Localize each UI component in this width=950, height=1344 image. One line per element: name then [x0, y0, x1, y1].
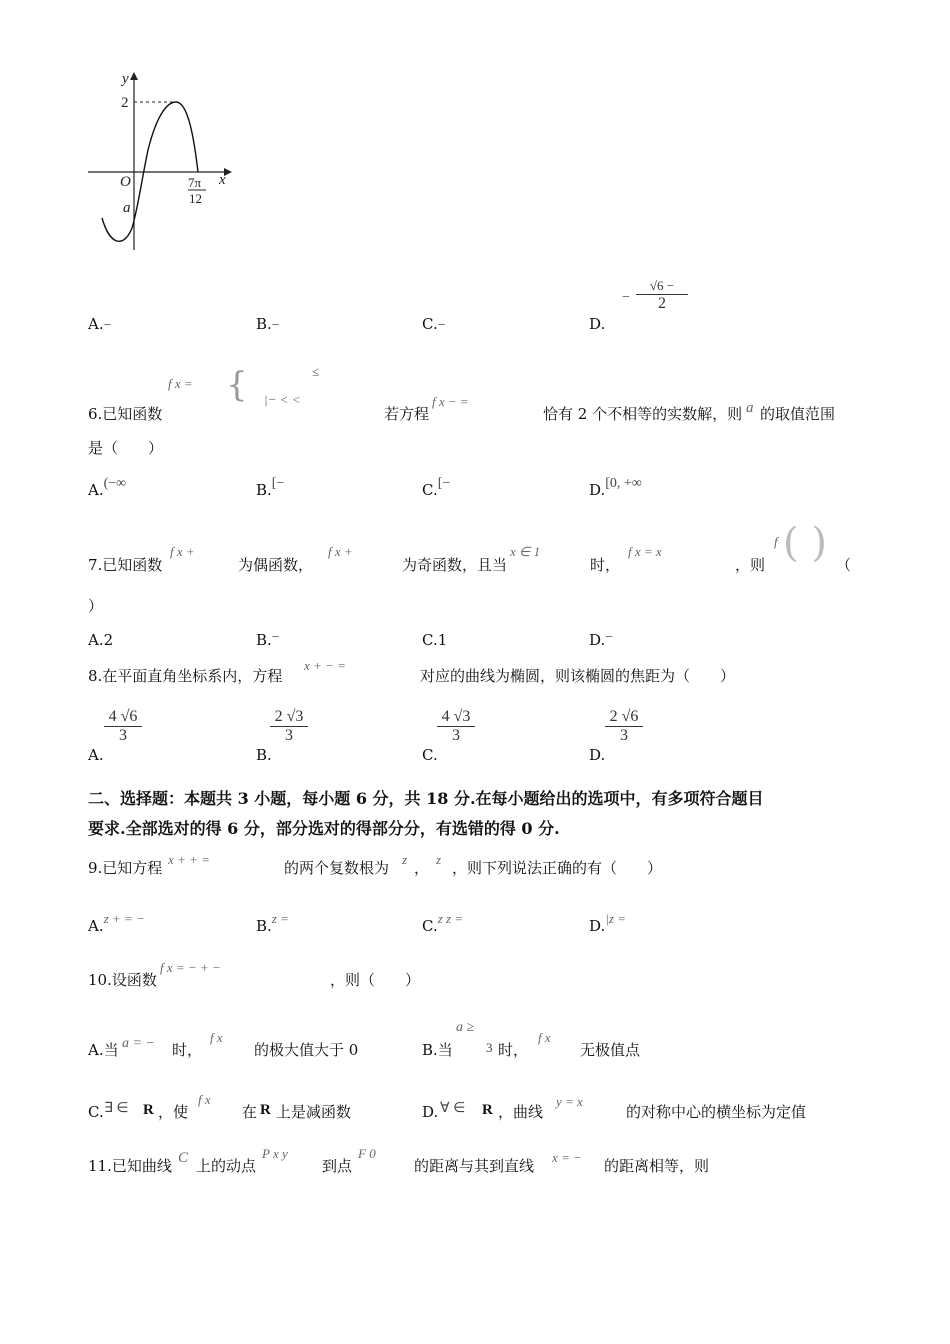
q6-brace-icon: {	[226, 365, 248, 405]
q6-option-b-label: B.	[256, 481, 272, 499]
zero-num-label: 7π	[188, 175, 202, 190]
q6-mid: 若方程	[384, 405, 430, 423]
q10-expr: f x = − + −	[160, 960, 221, 975]
q7-expr2: f x +	[328, 544, 353, 559]
q8-option-c-fraction	[437, 708, 475, 745]
q6-option-b[interactable]	[256, 476, 285, 502]
q9-expr: x + + =	[168, 852, 210, 867]
q8-option-d[interactable]: D.	[589, 746, 606, 764]
q8-expr: x + − =	[304, 658, 346, 673]
q5-option-c-expr: −	[437, 318, 446, 333]
q7-option-c[interactable]: C.1	[422, 631, 448, 649]
q10-lead: 10.设函数	[88, 971, 157, 989]
q7-option-a[interactable]: A.2	[88, 631, 114, 649]
q11-p: P x y	[262, 1146, 288, 1161]
q11-line: x = −	[552, 1150, 582, 1165]
y-axis-label: y	[122, 71, 129, 87]
q6-piece-1: ≤	[312, 364, 320, 379]
q9-option-c[interactable]	[422, 911, 464, 937]
q6-option-d[interactable]	[589, 476, 642, 502]
q11-lead: 11.已知曲线	[88, 1157, 172, 1175]
q7-text1: 为偶函数，	[238, 556, 314, 574]
q7-paren-close: ）	[88, 597, 104, 615]
q8-option-a-den: 3	[119, 727, 127, 744]
q6-option-a-expr: (−∞	[103, 476, 127, 491]
y-axis-arrow-icon	[130, 72, 138, 80]
q5-option-d-num: √6 −	[649, 278, 675, 293]
q10-option-c-f: f x	[198, 1092, 211, 1107]
q6-piece-2: |− < <	[264, 392, 301, 407]
q6-option-d-expr: [0, +∞	[605, 476, 642, 491]
q9-mid: 的两个复数根为	[284, 859, 390, 877]
q10-option-c-t2: 在	[242, 1103, 258, 1121]
q10-option-a-f: f x	[210, 1030, 223, 1045]
q7-expr1: f x +	[170, 544, 195, 559]
zero-den-label: 12	[189, 191, 202, 206]
q10-option-b-frac: 3	[486, 1040, 493, 1055]
q10-option-b-f: f x	[538, 1030, 551, 1045]
q6-tail2: 的取值范围	[760, 405, 836, 423]
q9-option-a-label: A.	[88, 917, 104, 935]
q5-option-d-den: 2	[658, 295, 666, 312]
q6-line2: 是（ ）	[88, 439, 164, 457]
q9-comma: ，	[414, 859, 430, 877]
q10-option-c[interactable]: C.	[88, 1103, 104, 1121]
q10-tail: ，则（ ）	[330, 971, 421, 989]
q10-option-d-y: y = x	[556, 1094, 583, 1109]
q9-option-a[interactable]	[88, 911, 145, 937]
q6-option-c-expr: [−	[437, 476, 451, 491]
q6-option-a-label: A.	[88, 481, 104, 499]
q6-option-c[interactable]	[422, 476, 451, 502]
x-axis-label: x	[219, 172, 226, 188]
q7-option-b-label: B.	[256, 631, 272, 649]
q11-t3: 的距离与其到直线	[414, 1157, 535, 1175]
q10-option-a[interactable]: A.当	[88, 1041, 119, 1059]
q8-option-b-num: 2 √3	[274, 708, 304, 725]
q8-lead: 8.在平面直角坐标系内，方程	[88, 667, 283, 685]
q5-option-d[interactable]: D.	[589, 315, 606, 333]
q11-c: C	[178, 1150, 189, 1166]
q9-z1: z	[402, 852, 408, 867]
q5-option-d-fraction	[636, 278, 688, 313]
q6-option-c-label: C.	[422, 481, 438, 499]
q9-option-a-expr: z + = −	[103, 911, 145, 926]
q5-option-b[interactable]	[256, 314, 280, 336]
q8-option-b[interactable]: B.	[256, 746, 272, 764]
q7-lead: 7.已知函数	[88, 556, 163, 574]
q9-option-b-expr: z =	[271, 911, 289, 926]
q7-option-d-label: D.	[589, 631, 606, 649]
q5-option-a-label: A.	[88, 315, 104, 333]
q9-option-c-label: C.	[422, 917, 438, 935]
q10-option-d-forall: ∀ ∈	[440, 1101, 466, 1116]
q6-option-a[interactable]	[88, 476, 127, 502]
q11-t4: 的距离相等，则	[604, 1157, 710, 1175]
q8-option-d-den: 3	[620, 727, 628, 744]
q7-option-b-expr: −	[271, 630, 280, 645]
q7-text3: 时，	[590, 556, 621, 574]
q9-option-b-label: B.	[256, 917, 272, 935]
q6-lead: 6.已知函数	[88, 405, 163, 423]
q8-option-d-num: 2 √6	[609, 708, 639, 725]
sine-graph	[86, 68, 236, 256]
a-label: a	[123, 200, 131, 216]
q5-option-a[interactable]	[88, 314, 112, 336]
q5-option-b-label: B.	[256, 315, 272, 333]
q6-equation: f x − =	[432, 394, 469, 409]
q10-option-a-t2: 的极大值大于 0	[254, 1041, 359, 1059]
q8-option-b-fraction	[270, 708, 308, 745]
q10-option-d[interactable]: D.	[422, 1103, 439, 1121]
q10-option-c-t1: ，使	[158, 1103, 189, 1121]
q8-tail: 对应的曲线为椭圆，则该椭圆的焦距为（ ）	[420, 667, 736, 685]
q5-option-d-sign: −	[622, 290, 630, 305]
q6-var-a: a	[746, 400, 754, 416]
q7-paren-open: （	[836, 556, 852, 574]
q10-option-d-R: R	[482, 1102, 493, 1118]
q10-option-d-t1: ，曲线	[498, 1103, 544, 1121]
q8-option-c-den: 3	[452, 727, 460, 744]
q5-option-b-expr: −	[271, 318, 280, 333]
q8-option-a[interactable]: A.	[88, 746, 104, 764]
q8-option-c-num: 4 √3	[441, 708, 471, 725]
q10-option-b-t1: 时，	[498, 1041, 529, 1059]
q11-t2: 到点	[322, 1157, 353, 1175]
q8-option-a-fraction	[104, 708, 142, 745]
q8-option-c[interactable]: C.	[422, 746, 438, 764]
q8-option-a-num: 4 √6	[108, 708, 138, 725]
q9-option-d-label: D.	[589, 917, 606, 935]
q8-option-b-den: 3	[285, 727, 293, 744]
q11-t1: 上的动点	[196, 1157, 257, 1175]
q5-option-c[interactable]	[422, 314, 446, 336]
q10-option-c-R: R	[143, 1102, 154, 1118]
q9-z2: z	[436, 852, 442, 867]
max-value-label: 2	[121, 95, 129, 111]
q5-option-a-expr: −	[103, 318, 112, 333]
q7-paren-icon: ( )	[783, 520, 827, 566]
q10-option-a-expr: a = −	[122, 1036, 155, 1051]
q7-text2: 为奇函数，且当	[402, 556, 508, 574]
q7-option-d[interactable]	[589, 630, 613, 652]
q10-option-a-t1: 时，	[172, 1041, 203, 1059]
q9-lead: 9.已知方程	[88, 859, 163, 877]
q8-option-d-fraction	[605, 708, 643, 745]
q9-option-c-expr: z z =	[437, 911, 464, 926]
q7-text4: ，则	[735, 556, 766, 574]
origin-label: O	[120, 174, 131, 190]
q11-f: F 0	[358, 1146, 376, 1161]
q10-option-c-R2: R	[260, 1102, 271, 1118]
q10-option-b-expr: a ≥	[456, 1020, 475, 1035]
q6-option-b-expr: [−	[271, 476, 285, 491]
q9-tail: ，则下列说法正确的有（ ）	[452, 859, 663, 877]
section2-heading-line2: 要求.全部选对的得 6 分，部分选对的得部分分，有选错的得 0 分.	[88, 819, 560, 838]
q10-option-b[interactable]: B.当	[422, 1041, 453, 1059]
q10-option-c-exists: ∃ ∈	[104, 1101, 129, 1116]
q6-option-d-label: D.	[589, 481, 606, 499]
q7-option-b[interactable]	[256, 630, 280, 652]
q9-option-d[interactable]	[589, 911, 626, 937]
q6-tail: 恰有 2 个不相等的实数解，则	[543, 405, 743, 423]
q9-option-d-expr: |z =	[605, 911, 626, 926]
section2-heading-line1: 二、选择题：本题共 3 小题，每小题 6 分，共 18 分.在每小题给出的选项中，有多项符合题目	[88, 789, 764, 808]
q5-option-c-label: C.	[422, 315, 438, 333]
q7-option-d-expr: −	[605, 630, 614, 645]
q7-expr5: f	[774, 534, 778, 549]
q10-option-d-t2: 的对称中心的横坐标为定值	[626, 1103, 807, 1121]
q7-expr4: f x = x	[628, 544, 662, 559]
q9-option-b[interactable]	[256, 911, 289, 937]
q10-option-c-t3: 上是减函数	[276, 1103, 352, 1121]
q7-expr3: x ∈ 1	[510, 544, 541, 559]
q10-option-b-t2: 无极值点	[580, 1041, 641, 1059]
q6-piece-f: f x =	[168, 376, 193, 391]
